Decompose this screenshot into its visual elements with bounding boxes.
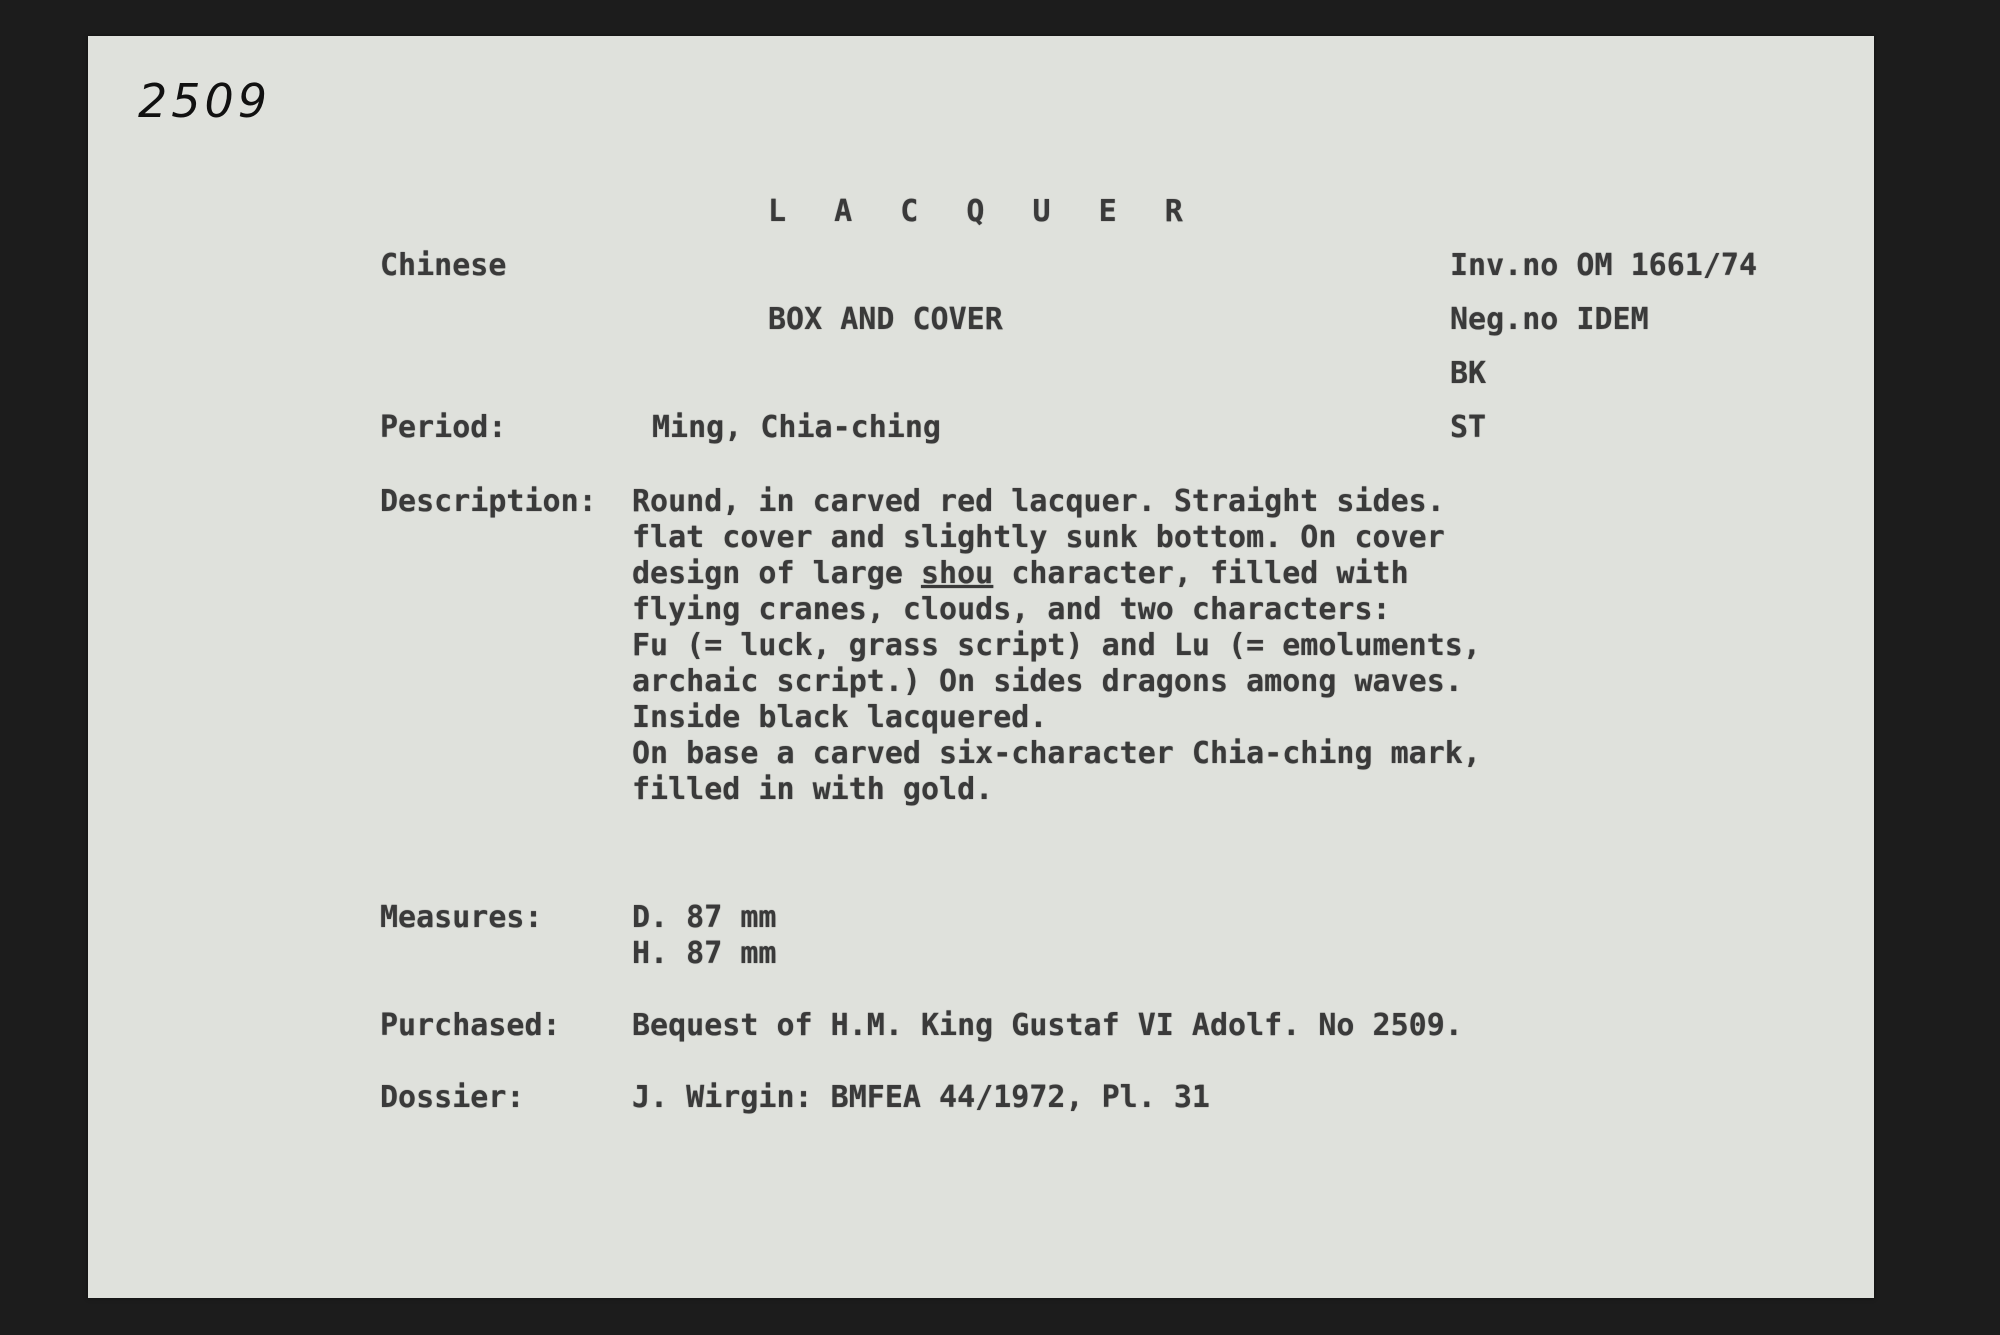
purchased-value: Bequest of H.M. King Gustaf VI Adolf. No 2509. (632, 1008, 1463, 1043)
handwritten-number: 2509 (138, 74, 272, 128)
period-value: Ming, Chia-ching (652, 410, 941, 445)
object-title: BOX AND COVER (768, 302, 1003, 337)
description-line: flying cranes, clouds, and two characters: (632, 592, 1391, 627)
description-line: flat cover and slightly sunk bottom. On cover (632, 520, 1445, 555)
description-line: Round, in carved red lacquer. Straight sides. (632, 484, 1445, 519)
description-line: Fu (= luck, grass script) and Lu (= emoluments, (632, 628, 1481, 663)
measure-diameter: D. 87 mm (632, 900, 777, 935)
heading: L A C Q U E R (768, 194, 1198, 229)
description-line: design of large shou character, filled with (632, 556, 1409, 591)
purchased-label: Purchased: (380, 1008, 561, 1043)
description-line: On base a carved six-character Chia-ching mark, (632, 736, 1481, 771)
description-line: filled in with gold. (632, 772, 994, 807)
measures-label: Measures: (380, 900, 543, 935)
inventory-number: Inv.no OM 1661/74 (1450, 248, 1758, 283)
catalogue-card (88, 36, 1874, 1298)
description-label: Description: (380, 484, 597, 519)
period-label: Period: (380, 410, 507, 445)
measure-height: H. 87 mm (632, 936, 777, 971)
description-line: archaic script.) On sides dragons among waves. (632, 664, 1463, 699)
negative-number: Neg.no IDEM (1450, 302, 1649, 337)
shou-term: shou (921, 556, 994, 591)
dossier-value: J. Wirgin: BMFEA 44/1972, Pl. 31 (632, 1080, 1210, 1115)
code-bk: BK (1450, 356, 1487, 391)
dossier-label: Dossier: (380, 1080, 525, 1115)
code-st: ST (1450, 410, 1487, 445)
origin: Chinese (380, 248, 507, 283)
description-line: Inside black lacquered. (632, 700, 1048, 735)
